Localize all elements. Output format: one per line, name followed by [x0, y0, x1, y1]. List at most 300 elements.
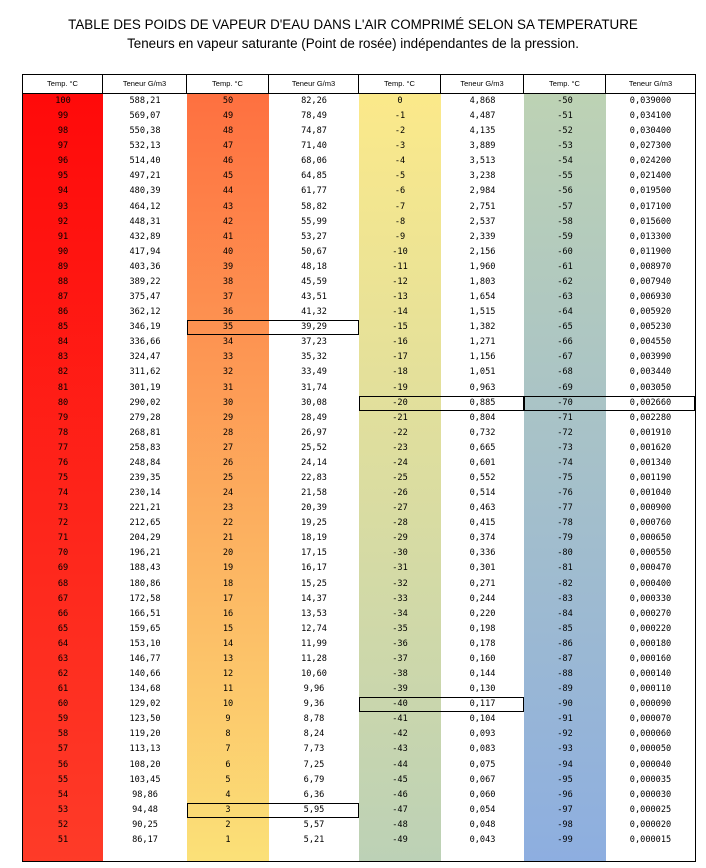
- temp-cell: -29: [392, 533, 408, 544]
- value-cell: 180,86: [129, 578, 161, 589]
- highlighted-row-box: [359, 697, 524, 712]
- table-header: [23, 75, 695, 94]
- temp-cell: -3: [394, 141, 406, 152]
- value-cell: 0,130: [469, 684, 496, 695]
- temp-cell: 6: [225, 759, 231, 770]
- table-row: [23, 637, 695, 652]
- value-cell: 0,198: [469, 623, 496, 634]
- vapor-table: [22, 74, 696, 862]
- temp-cell: -36: [392, 638, 408, 649]
- value-cell: 0,000040: [629, 759, 672, 770]
- value-cell: 248,84: [129, 457, 161, 468]
- temp-cell: -30: [392, 548, 408, 559]
- value-cell: 0,030400: [629, 126, 672, 137]
- temp-cell: 56: [57, 759, 69, 770]
- value-cell: 0,000330: [629, 593, 672, 604]
- temp-cell: 60: [57, 699, 69, 710]
- value-cell: 74,87: [301, 126, 327, 137]
- temp-cell: -2: [394, 126, 406, 137]
- value-cell: 78,49: [301, 111, 327, 122]
- value-cell: 0,885: [469, 397, 496, 408]
- value-cell: 0,075: [469, 759, 496, 770]
- value-cell: 140,66: [129, 669, 161, 680]
- value-cell: 0,514: [469, 488, 496, 499]
- temp-cell: 13: [222, 653, 234, 664]
- value-cell: 0,000050: [629, 744, 672, 755]
- temp-cell: -78: [557, 518, 573, 529]
- temp-cell: 90: [57, 246, 69, 257]
- value-cell: 6,36: [303, 789, 325, 800]
- temp-cell: -9: [394, 231, 406, 242]
- value-cell: 0,013300: [629, 231, 672, 242]
- value-cell: 0,001190: [629, 473, 672, 483]
- table-row: [23, 471, 695, 486]
- header-temp-1: Temp. °C: [23, 75, 103, 93]
- value-cell: 108,20: [129, 759, 161, 770]
- temp-cell: 33: [222, 352, 234, 363]
- value-cell: 20,39: [301, 503, 327, 514]
- value-cell: 0,006930: [629, 292, 672, 303]
- temp-cell: 93: [57, 201, 69, 212]
- value-cell: 0,552: [469, 473, 496, 483]
- temp-cell: 67: [57, 593, 69, 604]
- temp-cell: 44: [222, 186, 234, 197]
- value-cell: 13,53: [301, 608, 327, 619]
- temp-cell: 45: [222, 171, 234, 182]
- value-cell: 0,002660: [629, 397, 672, 408]
- value-cell: 550,38: [129, 126, 161, 137]
- temp-cell: -56: [557, 186, 573, 197]
- value-cell: 31,74: [301, 382, 327, 393]
- table-row: [23, 773, 695, 788]
- table-row: [23, 727, 695, 742]
- table-row: [23, 501, 695, 516]
- temp-cell: -73: [557, 442, 573, 453]
- value-cell: 0,000470: [629, 563, 672, 574]
- value-cell: 5,95: [303, 804, 325, 815]
- temp-cell: 80: [57, 397, 69, 408]
- temp-cell: 77: [57, 442, 69, 453]
- value-cell: 28,49: [301, 412, 327, 423]
- table-row: [23, 335, 695, 350]
- value-cell: 301,19: [129, 382, 161, 393]
- temp-cell: 9: [225, 714, 231, 725]
- temp-cell: 22: [222, 518, 234, 529]
- value-cell: 30,08: [301, 397, 327, 408]
- value-cell: 0,374: [469, 533, 496, 544]
- value-cell: 188,43: [129, 563, 161, 574]
- temp-cell: 40: [222, 246, 234, 257]
- temp-cell: -51: [557, 111, 573, 122]
- temp-cell: 57: [57, 744, 69, 755]
- temp-cell: -97: [557, 804, 573, 815]
- value-cell: 25,52: [301, 442, 327, 453]
- temp-cell: 59: [57, 714, 69, 725]
- temp-cell: -18: [392, 367, 408, 378]
- value-cell: 448,31: [129, 216, 161, 227]
- temp-cell: -40: [392, 699, 408, 710]
- temp-cell: -33: [392, 593, 408, 604]
- value-cell: 1,271: [469, 337, 496, 348]
- value-cell: 569,07: [129, 111, 161, 122]
- value-cell: 58,82: [301, 201, 327, 212]
- value-cell: 1,515: [469, 307, 496, 318]
- value-cell: 1,803: [469, 276, 496, 287]
- temp-cell: -82: [557, 578, 573, 589]
- temp-cell: -32: [392, 578, 408, 589]
- table-row: [23, 607, 695, 622]
- highlighted-row-box: [524, 396, 695, 411]
- value-cell: 5,21: [303, 834, 325, 845]
- value-cell: 362,12: [129, 307, 161, 318]
- value-cell: 0,301: [469, 563, 496, 574]
- table-row: [23, 320, 695, 335]
- temp-cell: -28: [392, 518, 408, 529]
- table-row: [23, 712, 695, 727]
- temp-cell: 10: [222, 699, 234, 710]
- value-cell: 0,004550: [629, 337, 672, 348]
- value-cell: 532,13: [129, 141, 161, 152]
- temp-cell: -69: [557, 382, 573, 393]
- temp-cell: -71: [557, 412, 573, 423]
- temp-cell: -19: [392, 382, 408, 393]
- temp-cell: -39: [392, 684, 408, 695]
- value-cell: 159,65: [129, 623, 161, 634]
- value-cell: 16,17: [301, 563, 327, 574]
- value-cell: 0,144: [469, 669, 496, 680]
- temp-cell: 62: [57, 669, 69, 680]
- temp-cell: -99: [557, 834, 573, 845]
- value-cell: 68,06: [301, 156, 327, 167]
- value-cell: 0,463: [469, 503, 496, 514]
- value-cell: 4,135: [469, 126, 496, 137]
- temp-cell: 51: [57, 834, 69, 845]
- page-subtitle: Teneurs en vapeur saturante (Point de rosée) indépendantes de la pression.: [127, 36, 579, 51]
- temp-cell: -74: [557, 457, 573, 468]
- table-row: [23, 184, 695, 199]
- temp-cell: -1: [394, 111, 406, 122]
- temp-cell: -42: [392, 729, 408, 740]
- highlighted-row-box: [359, 396, 524, 411]
- temp-cell: -47: [392, 804, 408, 815]
- value-cell: 146,77: [129, 653, 161, 664]
- temp-cell: -61: [557, 261, 573, 272]
- value-cell: 98,86: [132, 789, 158, 800]
- temp-cell: 41: [222, 231, 234, 242]
- temp-cell: 66: [57, 608, 69, 619]
- table-row: [23, 546, 695, 561]
- temp-cell: -63: [557, 292, 573, 303]
- temp-cell: 83: [57, 352, 69, 363]
- temp-cell: 92: [57, 216, 69, 227]
- value-cell: 0,093: [469, 729, 496, 740]
- temp-cell: -93: [557, 744, 573, 755]
- table-row: [23, 531, 695, 546]
- value-cell: 48,18: [301, 261, 327, 272]
- temp-cell: 71: [57, 533, 69, 544]
- value-cell: 0,001910: [629, 427, 672, 438]
- table-row: [23, 788, 695, 803]
- value-cell: 0,024200: [629, 156, 672, 167]
- value-cell: 0,007940: [629, 276, 672, 287]
- temp-cell: 35: [222, 322, 234, 333]
- value-cell: 0,000550: [629, 548, 672, 559]
- table-row: [23, 350, 695, 365]
- value-cell: 0,011900: [629, 246, 672, 257]
- value-cell: 230,14: [129, 488, 161, 499]
- value-cell: 0,000110: [629, 684, 672, 695]
- value-cell: 37,23: [301, 337, 327, 348]
- value-cell: 15,25: [301, 578, 327, 589]
- temp-cell: 73: [57, 503, 69, 514]
- value-cell: 103,45: [129, 774, 161, 785]
- value-cell: 0,732: [469, 427, 496, 438]
- temp-cell: -27: [392, 503, 408, 514]
- temp-cell: 39: [222, 261, 234, 272]
- value-cell: 71,40: [301, 141, 327, 152]
- temp-cell: 42: [222, 216, 234, 227]
- value-cell: 0,003050: [629, 382, 672, 393]
- value-cell: 1,156: [469, 352, 496, 363]
- value-cell: 0,019500: [629, 186, 672, 197]
- value-cell: 26,97: [301, 427, 327, 438]
- value-cell: 0,000015: [629, 834, 672, 845]
- temp-cell: 43: [222, 201, 234, 212]
- temp-cell: 28: [222, 427, 234, 438]
- table-row: [23, 758, 695, 773]
- temp-cell: -57: [557, 201, 573, 212]
- temp-cell: -37: [392, 653, 408, 664]
- value-cell: 10,60: [301, 669, 327, 680]
- temp-cell: 7: [225, 744, 231, 755]
- temp-cell: -17: [392, 352, 408, 363]
- temp-cell: 55: [57, 774, 69, 785]
- temp-cell: 99: [57, 111, 69, 122]
- value-cell: 0,000900: [629, 503, 672, 514]
- table-row: [23, 290, 695, 305]
- value-cell: 0,601: [469, 457, 496, 468]
- table-row: [23, 682, 695, 697]
- value-cell: 0,000140: [629, 669, 672, 680]
- temp-cell: 27: [222, 442, 234, 453]
- table-row: [23, 486, 695, 501]
- temp-cell: -79: [557, 533, 573, 544]
- temp-cell: -58: [557, 216, 573, 227]
- temp-cell: 100: [55, 96, 71, 106]
- value-cell: 3,513: [469, 156, 496, 167]
- temp-cell: -92: [557, 729, 573, 740]
- highlighted-row-box: [187, 320, 359, 335]
- value-cell: 0,000270: [629, 608, 672, 619]
- value-cell: 0,003990: [629, 352, 672, 363]
- temp-cell: -90: [557, 699, 573, 710]
- table-row: [23, 381, 695, 396]
- table-row: [23, 215, 695, 230]
- value-cell: 0,415: [469, 518, 496, 529]
- temp-cell: -96: [557, 789, 573, 800]
- value-cell: 1,654: [469, 292, 496, 303]
- value-cell: 0,039000: [629, 96, 672, 106]
- temp-cell: -45: [392, 774, 408, 785]
- temp-cell: 0: [397, 96, 403, 106]
- value-cell: 35,32: [301, 352, 327, 363]
- temp-cell: -14: [392, 307, 408, 318]
- value-cell: 9,96: [303, 684, 325, 695]
- value-cell: 0,271: [469, 578, 496, 589]
- value-cell: 6,79: [303, 774, 325, 785]
- value-cell: 514,40: [129, 156, 161, 167]
- value-cell: 290,02: [129, 397, 161, 408]
- value-cell: 0,000020: [629, 819, 672, 830]
- value-cell: 119,20: [129, 729, 161, 740]
- temp-cell: -10: [392, 246, 408, 257]
- temp-cell: 48: [222, 126, 234, 137]
- value-cell: 0,000760: [629, 518, 672, 529]
- value-cell: 19,25: [301, 518, 327, 529]
- temp-cell: 85: [57, 322, 69, 333]
- value-cell: 0,005920: [629, 307, 672, 318]
- temp-cell: 36: [222, 307, 234, 318]
- temp-cell: 12: [222, 669, 234, 680]
- temp-cell: 5: [225, 774, 231, 785]
- value-cell: 0,000160: [629, 653, 672, 664]
- value-cell: 311,62: [129, 367, 161, 378]
- value-cell: 24,14: [301, 457, 327, 468]
- temp-cell: 68: [57, 578, 69, 589]
- value-cell: 0,244: [469, 593, 496, 604]
- temp-cell: 8: [225, 729, 231, 740]
- value-cell: 0,117: [469, 699, 496, 710]
- value-cell: 0,027300: [629, 141, 672, 152]
- value-cell: 0,034100: [629, 111, 672, 122]
- value-cell: 221,21: [129, 503, 161, 514]
- temp-cell: 34: [222, 337, 234, 348]
- value-cell: 11,28: [301, 653, 327, 664]
- temp-cell: 29: [222, 412, 234, 423]
- temp-cell: -83: [557, 593, 573, 604]
- value-cell: 82,26: [301, 96, 327, 106]
- value-cell: 0,000025: [629, 804, 672, 815]
- value-cell: 153,10: [129, 638, 161, 649]
- value-cell: 18,19: [301, 533, 327, 544]
- value-cell: 41,32: [301, 307, 327, 318]
- value-cell: 0,160: [469, 653, 496, 664]
- temp-cell: -8: [394, 216, 406, 227]
- value-cell: 2,751: [469, 201, 496, 212]
- temp-cell: -54: [557, 156, 573, 167]
- temp-cell: -50: [557, 96, 573, 106]
- temp-cell: -31: [392, 563, 408, 574]
- value-cell: 0,060: [469, 789, 496, 800]
- header-temp-4: Temp. °C: [524, 75, 606, 93]
- value-cell: 497,21: [129, 171, 161, 182]
- temp-cell: 14: [222, 638, 234, 649]
- value-cell: 3,238: [469, 171, 496, 182]
- value-cell: 5,57: [303, 819, 325, 830]
- value-cell: 432,89: [129, 231, 161, 242]
- temp-cell: -21: [392, 412, 408, 423]
- temp-cell: 98: [57, 126, 69, 137]
- temp-cell: 31: [222, 382, 234, 393]
- value-cell: 21,58: [301, 488, 327, 499]
- temp-cell: 37: [222, 292, 234, 303]
- value-cell: 129,02: [129, 699, 161, 710]
- table-row: [23, 154, 695, 169]
- header-value-2: Teneur G/m3: [269, 75, 359, 93]
- value-cell: 268,81: [129, 427, 161, 438]
- temp-cell: -60: [557, 246, 573, 257]
- value-cell: 389,22: [129, 276, 161, 287]
- temp-cell: -84: [557, 608, 573, 619]
- value-cell: 1,051: [469, 367, 496, 378]
- temp-cell: 53: [57, 804, 69, 815]
- value-cell: 0,000060: [629, 729, 672, 740]
- value-cell: 0,000220: [629, 623, 672, 634]
- temp-cell: 46: [222, 156, 234, 167]
- temp-cell: -20: [392, 397, 408, 408]
- temp-cell: 1: [225, 834, 231, 845]
- table-row: [23, 94, 695, 109]
- temp-cell: 18: [222, 578, 234, 589]
- temp-cell: -53: [557, 141, 573, 152]
- value-cell: 17,15: [301, 548, 327, 559]
- temp-cell: 75: [57, 473, 69, 483]
- temp-cell: -52: [557, 126, 573, 137]
- temp-cell: -66: [557, 337, 573, 348]
- temp-cell: -23: [392, 442, 408, 453]
- temp-cell: 2: [225, 819, 231, 830]
- temp-cell: -48: [392, 819, 408, 830]
- temp-cell: -22: [392, 427, 408, 438]
- value-cell: 39,29: [301, 322, 327, 333]
- table-row: [23, 200, 695, 215]
- value-cell: 3,889: [469, 141, 496, 152]
- value-cell: 45,59: [301, 276, 327, 287]
- value-cell: 204,29: [129, 533, 161, 544]
- value-cell: 0,000090: [629, 699, 672, 710]
- temp-cell: -76: [557, 488, 573, 499]
- temp-cell: 79: [57, 412, 69, 423]
- value-cell: 166,51: [129, 608, 161, 619]
- temp-cell: -65: [557, 322, 573, 333]
- value-cell: 196,21: [129, 548, 161, 559]
- temp-cell: -5: [394, 171, 406, 182]
- value-cell: 12,74: [301, 623, 327, 634]
- temp-cell: 97: [57, 141, 69, 152]
- table-row: [23, 441, 695, 456]
- temp-cell: 49: [222, 111, 234, 122]
- value-cell: 403,36: [129, 261, 161, 272]
- value-cell: 0,015600: [629, 216, 672, 227]
- value-cell: 53,27: [301, 231, 327, 242]
- value-cell: 1,382: [469, 322, 496, 333]
- value-cell: 0,000180: [629, 638, 672, 649]
- value-cell: 0,178: [469, 638, 496, 649]
- table-row: [23, 622, 695, 637]
- value-cell: 8,24: [303, 729, 325, 740]
- value-cell: 0,000035: [629, 774, 672, 785]
- temp-cell: -25: [392, 473, 408, 483]
- value-cell: 86,17: [132, 834, 158, 845]
- value-cell: 0,005230: [629, 322, 672, 333]
- value-cell: 4,868: [469, 96, 496, 106]
- temp-cell: 78: [57, 427, 69, 438]
- temp-cell: -72: [557, 427, 573, 438]
- table-row: [23, 818, 695, 833]
- value-cell: 0,963: [469, 382, 496, 393]
- temp-cell: -59: [557, 231, 573, 242]
- value-cell: 123,50: [129, 714, 161, 725]
